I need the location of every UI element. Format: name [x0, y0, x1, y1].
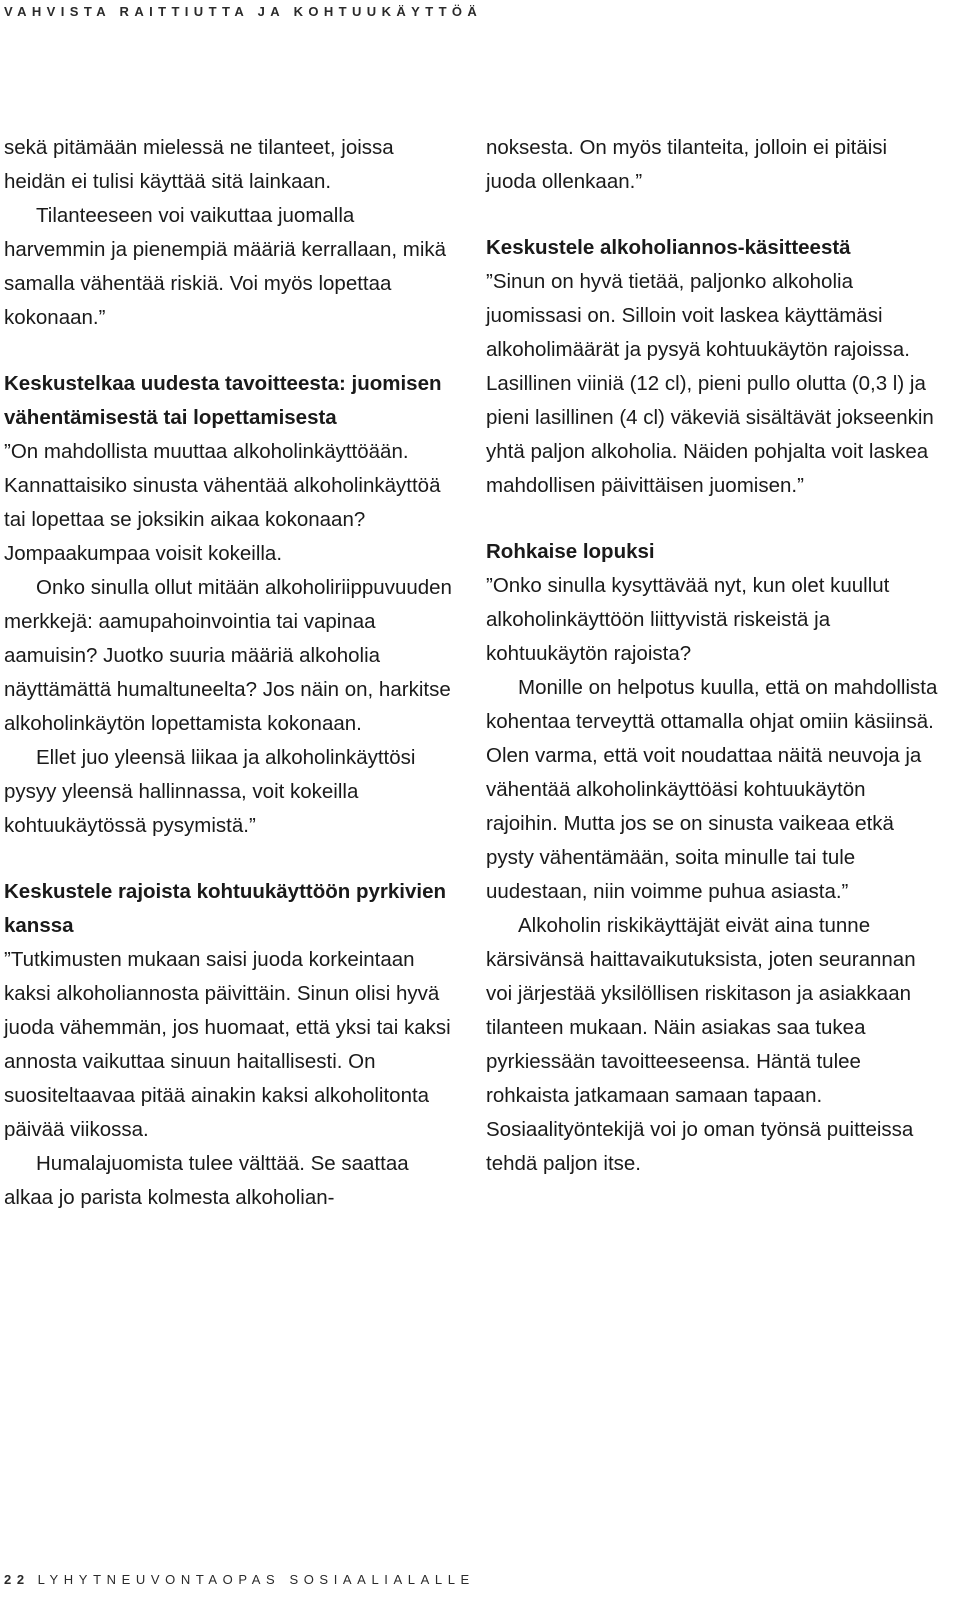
spacer: [486, 503, 938, 535]
page-footer: [4, 1572, 475, 1587]
page-number: 22: [4, 1572, 30, 1587]
paragraph: sekä pitämään mielessä ne tilanteet, joissa heidän ei tulisi käyttää sitä lainkaan.: [4, 136, 394, 193]
paragraph: Ellet juo yleensä liikaa ja alkoholinkäyttösi pysyy yleensä hallinnassa, voit kokeilla kohtuukäytössä pysymistä.”: [4, 746, 416, 837]
paragraph: ”Onko sinulla kysyttävää nyt, kun olet kuullut alkoholinkäyttöön liittyvistä riskeistä ja kohtuukäytön rajoista?: [486, 574, 890, 665]
left-column: [4, 131, 452, 1215]
paragraph: ”Sinun on hyvä tietää, paljonko alkoholia juomissasi on. Silloin voit laskea käyttämäsi alkoholimäärät ja pysyä kohtuukäytön rajoissa. Lasillinen viiniä (12 cl), pieni pullo olutta (0,3 l) ja pieni lasillinen (4 cl) väkeviä sisältävät jokseenkin yhtä paljon alkoholia. Näiden pohjalta voit laskea mahdollisen päivittäisen juomisen.”: [486, 270, 934, 497]
paragraph: Onko sinulla ollut mitään alkoholiriippuvuuden merkkejä: aamupahoinvointia tai vapinaa aamuisin? Juotko suuria määriä alkoholia näyttämättä humaltuneelta? Jos näin on, harkitse alkoholinkäytön lopettamista kokonaan.: [4, 576, 452, 735]
paragraph: Alkoholin riskikäyttäjät eivät aina tunne kärsivänsä haittavaikutuksista, joten seurannan voi järjestää yksilöllisen riskitason ja asiakkaan tilanteen mukaan. Näin asiakas saa tukea pyrkiessään tavoitteeseensa. Häntä tulee rohkaista jatkamaan samaan tapaan. Sosiaalityöntekijä voi jo oman työnsä puitteissa tehdä paljon itse.: [486, 914, 916, 1175]
paragraph: Humalajuomista tulee välttää. Se saattaa alkaa jo parista kolmesta alkoholian-: [4, 1152, 409, 1209]
paragraph: ”On mahdollista muuttaa alkoholinkäyttöään. Kannattaisiko sinusta vähentää alkoholinkäyttöä tai lopettaa se joksikin aikaa kokonaan? Jompaakumpaa voisit kokeilla.: [4, 440, 441, 565]
paragraph: noksesta. On myös tilanteita, jolloin ei pitäisi juoda ollenkaan.”: [486, 136, 888, 193]
paragraph: ”Tutkimusten mukaan saisi juoda korkeintaan kaksi alkoholiannosta päivittäin. Sinun olisi hyvä juoda vähemmän, jos huomaat, että yksi tai kaksi annosta vaikuttaa sinuun haitallisesti. On suositeltaavaa pitää ainakin kaksi alkoholitonta päivää viikossa.: [4, 948, 451, 1141]
section-heading: Keskustele alkoholiannos-käsitteestä: [486, 236, 851, 259]
paragraph: Tilanteeseen voi vaikuttaa juomalla harvemmin ja pienempiä määriä kerrallaan, mikä samalla vähentää riskiä. Voi myös lopettaa kokonaan.”: [4, 204, 447, 329]
right-column: [486, 131, 938, 1181]
spacer: [486, 199, 938, 231]
section-heading: Rohkaise lopuksi: [486, 540, 655, 563]
spacer: [4, 335, 452, 367]
section-heading: Keskustelkaa uudesta tavoitteesta: juomisen vähentämisestä tai lopettamisesta: [4, 372, 442, 429]
publication-title: LYHYTNEUVONTAOPAS SOSIAALIALALLE: [37, 1572, 475, 1587]
paragraph: Monille on helpotus kuulla, että on mahdollista kohentaa terveyttä ottamalla ohjat omiin käsiinsä. Olen varma, että voit noudattaa näitä neuvoja ja vähentää alkoholinkäyttöäsi kohtuukäytön rajoihin. Mutta jos se on sinusta vaikeaa etkä pysty vähentämään, soita minulle tai tule uudestaan, niin voimme puhua asiasta.”: [486, 676, 938, 903]
spacer: [4, 843, 452, 875]
running-header: VAHVISTA RAITTIUTTA JA KOHTUUKÄYTTÖÄ: [4, 4, 483, 19]
section-heading: Keskustele rajoista kohtuukäyttöön pyrkivien kanssa: [4, 880, 447, 937]
